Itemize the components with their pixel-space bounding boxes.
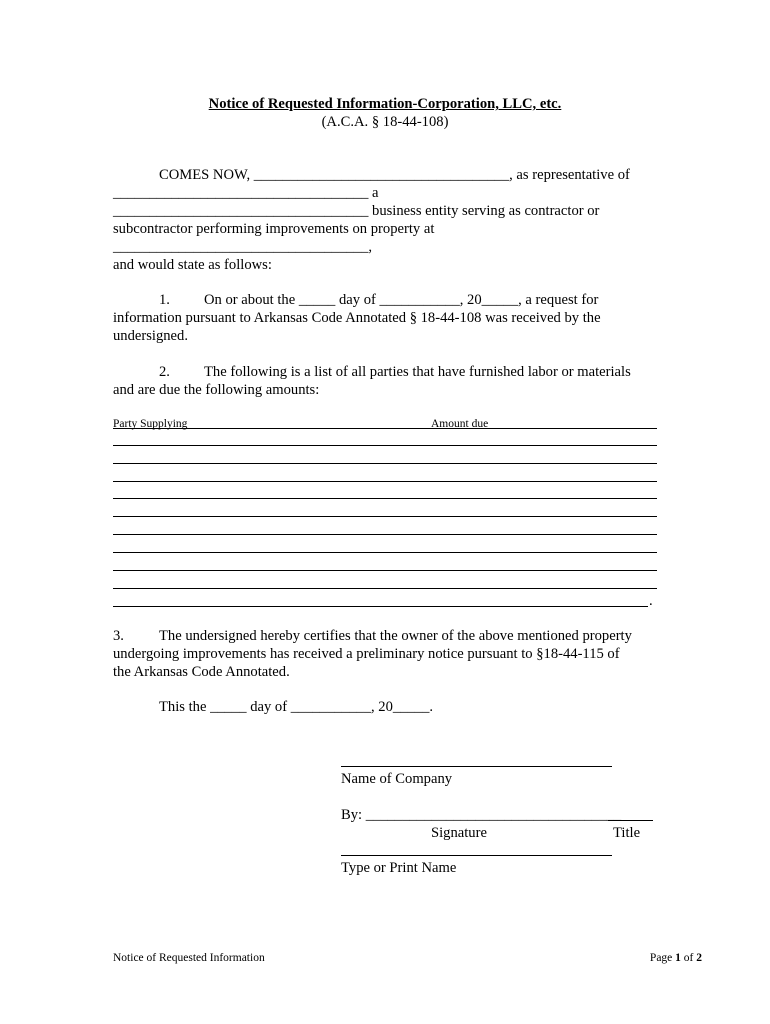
para-2-line-1: The following is a list of all parties that have furnished labor or materials	[204, 364, 631, 380]
title-label: Title	[613, 825, 641, 841]
para-1-line-2: information pursuant to Arkansas Code Annotated § 18-44-108 was received by the	[113, 310, 601, 326]
amount-field[interactable]	[378, 481, 657, 482]
page-of: of	[680, 952, 697, 964]
amount-field[interactable]	[378, 552, 657, 553]
print-name-label: Type or Print Name	[341, 860, 457, 876]
signature-label: Signature	[431, 825, 487, 841]
para-3-line-2: undergoing improvements has received a preliminary notice pursuant to §18-44-115 of	[113, 646, 620, 662]
signature-by-line[interactable]: By: ___________________________________	[341, 807, 622, 823]
para-1-line-3: undersigned.	[113, 328, 188, 344]
date-line: This the _____ day of ___________, 20_____.	[159, 699, 434, 715]
party-field[interactable]	[113, 588, 378, 589]
party-field[interactable]	[113, 516, 378, 517]
para-2-number: 2.	[159, 364, 170, 380]
party-field[interactable]	[113, 570, 378, 571]
table-header-rule	[113, 428, 657, 429]
para-3-number: 3.	[113, 628, 124, 644]
intro-line-5: ___________________________________,	[113, 239, 373, 255]
amount-field[interactable]	[378, 445, 657, 446]
para-1-number: 1.	[159, 292, 170, 308]
page-number	[650, 949, 702, 967]
intro-line-2: ___________________________________ a	[113, 185, 379, 201]
amount-field[interactable]	[378, 516, 657, 517]
amount-field[interactable]	[378, 588, 657, 589]
title-field[interactable]	[608, 820, 653, 821]
party-field[interactable]	[113, 481, 378, 482]
intro-line-6: and would state as follows:	[113, 257, 272, 273]
page-total: 2	[696, 952, 702, 964]
para-3-line-3: the Arkansas Code Annotated.	[113, 664, 290, 680]
print-name-field[interactable]	[341, 855, 612, 856]
para-2-line-2: and are due the following amounts:	[113, 382, 320, 398]
amount-field[interactable]	[378, 534, 657, 535]
document-title: Notice of Requested Information-Corporation, LLC, etc.	[208, 96, 562, 112]
party-field[interactable]	[113, 552, 378, 553]
amount-field[interactable]	[378, 463, 657, 464]
para-1-line-1: On or about the _____ day of ___________, 20_____, a request for	[204, 292, 599, 308]
page-prefix: Page	[649, 952, 676, 964]
party-field[interactable]	[113, 463, 378, 464]
intro-line-4: subcontractor performing improvements on property at	[113, 221, 435, 237]
party-field[interactable]	[113, 498, 378, 499]
amount-field[interactable]	[378, 570, 657, 571]
intro-line-3: ___________________________________ business entity serving as contractor or	[113, 203, 600, 219]
statute-citation: (A.C.A. § 18-44-108)	[321, 114, 449, 130]
para-3-line-1: The undersigned hereby certifies that the owner of the above mentioned property	[159, 628, 632, 644]
party-field[interactable]	[113, 445, 378, 446]
party-field[interactable]	[113, 534, 378, 535]
column-header-party: Party Supplying	[113, 418, 188, 430]
party-field[interactable]	[113, 606, 378, 607]
amount-field[interactable]	[378, 498, 657, 499]
company-name-field[interactable]	[341, 766, 612, 767]
page-current: 1	[675, 952, 681, 964]
company-name-label: Name of Company	[341, 771, 453, 787]
table-end-period: .	[649, 593, 653, 609]
footer-document-name: Notice of Requested Information	[113, 952, 265, 964]
column-header-amount: Amount due	[431, 418, 489, 430]
intro-line-1: COMES NOW, ___________________________________, as representative of	[159, 167, 630, 183]
amount-field[interactable]	[378, 606, 648, 607]
